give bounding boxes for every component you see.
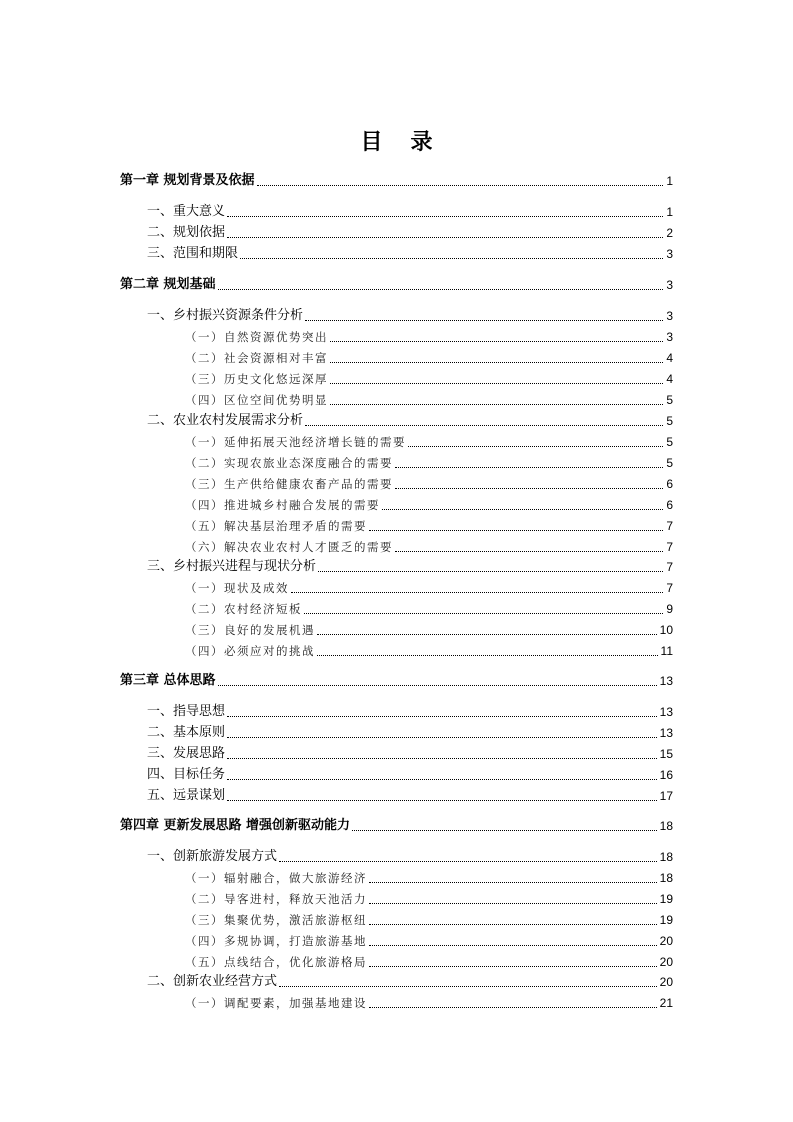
toc-subsection-entry[interactable] bbox=[185, 474, 673, 494]
toc-leader-dots bbox=[227, 779, 657, 780]
toc-page-number: 17 bbox=[659, 789, 673, 803]
toc-leader-dots bbox=[218, 289, 664, 290]
toc-page-number: 5 bbox=[666, 435, 673, 449]
toc-entry-title: （一）延伸拓展天池经济增长链的需要 bbox=[185, 435, 406, 449]
toc-entry-title: 第四章 更新发展思路 增强创新驱动能力 bbox=[120, 818, 351, 833]
toc-leader-dots bbox=[352, 830, 657, 831]
toc-subsection-entry[interactable] bbox=[185, 537, 673, 557]
toc-leader-dots bbox=[227, 216, 663, 217]
toc-entry-title: 三、范围和期限 bbox=[147, 246, 239, 261]
toc-leader-dots bbox=[240, 258, 663, 259]
toc-section-entry[interactable] bbox=[147, 202, 673, 222]
toc-subsection-entry[interactable] bbox=[185, 952, 673, 972]
toc-page-number: 5 bbox=[666, 414, 673, 428]
toc-page-number: 3 bbox=[666, 278, 673, 292]
toc-subsection-entry[interactable] bbox=[185, 620, 673, 640]
toc-entry-title: 二、农业农村发展需求分析 bbox=[147, 413, 304, 428]
toc-section-entry[interactable] bbox=[147, 744, 673, 764]
toc-entry-title: 二、基本原则 bbox=[147, 725, 226, 740]
toc-entry-title: （三）历史文化悠远深厚 bbox=[185, 372, 328, 386]
toc-chapter-entry[interactable] bbox=[120, 816, 673, 836]
toc-section-entry[interactable] bbox=[147, 702, 673, 722]
toc-leader-dots bbox=[279, 986, 657, 987]
toc-leader-dots bbox=[227, 237, 663, 238]
toc-entry-title: 二、规划依据 bbox=[147, 225, 226, 240]
toc-entry-title: （四）多规协调，打造旅游基地 bbox=[185, 934, 367, 948]
toc-page-number: 16 bbox=[659, 768, 673, 782]
toc-subsection-entry[interactable] bbox=[185, 390, 673, 410]
toc-entry-title: 一、乡村振兴资源条件分析 bbox=[147, 308, 304, 323]
toc-page-number: 1 bbox=[666, 205, 673, 219]
toc-page-number: 18 bbox=[659, 871, 673, 885]
title-part-1: 目 bbox=[360, 129, 383, 155]
toc-page-number: 1 bbox=[666, 174, 673, 188]
toc-leader-dots bbox=[395, 467, 663, 468]
toc-leader-dots bbox=[218, 685, 657, 686]
toc-subsection-entry[interactable] bbox=[185, 495, 673, 515]
toc-chapter-entry[interactable] bbox=[120, 171, 673, 191]
toc-entry-title: （五）点线结合，优化旅游格局 bbox=[185, 955, 367, 969]
toc-leader-dots bbox=[369, 1007, 657, 1008]
toc-page-number: 6 bbox=[666, 477, 673, 491]
toc-leader-dots bbox=[227, 800, 657, 801]
toc-chapter-entry[interactable] bbox=[120, 671, 673, 691]
toc-leader-dots bbox=[317, 634, 657, 635]
toc-subsection-entry[interactable] bbox=[185, 453, 673, 473]
toc-page-number: 9 bbox=[666, 602, 673, 616]
toc-section-entry[interactable] bbox=[147, 244, 673, 264]
toc-entry-title: 一、创新旅游发展方式 bbox=[147, 849, 278, 864]
toc-leader-dots bbox=[395, 488, 663, 489]
toc-entry-title: （四）必须应对的挑战 bbox=[185, 644, 315, 658]
toc-page-number: 4 bbox=[666, 351, 673, 365]
toc-entry-title: （四）区位空间优势明显 bbox=[185, 393, 328, 407]
toc-page-number: 18 bbox=[659, 819, 673, 833]
toc-page-number: 5 bbox=[666, 393, 673, 407]
toc-subsection-entry[interactable] bbox=[185, 578, 673, 598]
toc-page-number: 13 bbox=[659, 726, 673, 740]
toc-section-entry[interactable] bbox=[147, 223, 673, 243]
toc-entry-title: 第三章 总体思路 bbox=[120, 673, 216, 688]
toc-entry-title: 三、发展思路 bbox=[147, 746, 226, 761]
toc-page-number: 7 bbox=[666, 519, 673, 533]
toc-page-number: 13 bbox=[659, 674, 673, 688]
toc-entry-title: （六）解决农业农村人才匮乏的需要 bbox=[185, 540, 393, 554]
toc-entry-title: 四、目标任务 bbox=[147, 767, 226, 782]
toc-leader-dots bbox=[304, 613, 663, 614]
toc-chapter-entry[interactable] bbox=[120, 275, 673, 295]
toc-leader-dots bbox=[369, 530, 663, 531]
toc-leader-dots bbox=[369, 882, 657, 883]
toc-leader-dots bbox=[318, 571, 663, 572]
toc-section-entry[interactable] bbox=[147, 411, 673, 431]
toc-entry-title: 第一章 规划背景及依据 bbox=[120, 173, 255, 188]
toc-entry-title: （三）良好的发展机遇 bbox=[185, 623, 315, 637]
toc-page-number: 18 bbox=[659, 850, 673, 864]
toc-entry-title: （二）导客进村，释放天池活力 bbox=[185, 892, 367, 906]
toc-subsection-entry[interactable] bbox=[185, 641, 673, 661]
toc-entry-title: （一）辐射融合，做大旅游经济 bbox=[185, 871, 367, 885]
toc-page-number: 3 bbox=[666, 247, 673, 261]
toc-entry-title: （三）集聚优势，激活旅游枢纽 bbox=[185, 913, 367, 927]
toc-leader-dots bbox=[382, 509, 663, 510]
toc-subsection-entry[interactable] bbox=[185, 889, 673, 909]
toc-page-number: 3 bbox=[666, 330, 673, 344]
toc-leader-dots bbox=[257, 185, 664, 186]
toc-leader-dots bbox=[369, 945, 657, 946]
toc-entry-title: 二、创新农业经营方式 bbox=[147, 974, 278, 989]
toc-leader-dots bbox=[395, 551, 663, 552]
toc-page-number: 20 bbox=[659, 955, 673, 969]
toc-subsection-entry[interactable] bbox=[185, 327, 673, 347]
toc-entry-title: 一、重大意义 bbox=[147, 204, 226, 219]
toc-section-entry[interactable] bbox=[147, 765, 673, 785]
toc-leader-dots bbox=[279, 861, 657, 862]
toc-page-number: 21 bbox=[659, 996, 673, 1010]
toc-subsection-entry[interactable] bbox=[185, 993, 673, 1013]
toc-entry-title: 五、远景谋划 bbox=[147, 788, 226, 803]
toc-section-entry[interactable] bbox=[147, 786, 673, 806]
toc-leader-dots bbox=[291, 592, 663, 593]
page-title bbox=[0, 125, 793, 156]
toc-page-number: 13 bbox=[659, 705, 673, 719]
toc-leader-dots bbox=[305, 425, 663, 426]
toc-page-number: 11 bbox=[660, 644, 673, 658]
toc-page-number: 4 bbox=[666, 372, 673, 386]
toc-entry-title: （一）自然资源优势突出 bbox=[185, 330, 328, 344]
toc-page-number: 15 bbox=[659, 747, 673, 761]
toc-leader-dots bbox=[227, 737, 657, 738]
toc-page-number: 10 bbox=[659, 623, 673, 637]
toc-subsection-entry[interactable] bbox=[185, 348, 673, 368]
toc-entry-title: （一）调配要素，加强基地建设 bbox=[185, 996, 367, 1010]
toc-leader-dots bbox=[330, 362, 663, 363]
toc-section-entry[interactable] bbox=[147, 847, 673, 867]
toc-entry-title: （二）实现农旅业态深度融合的需要 bbox=[185, 456, 393, 470]
toc-entry-title: （二）农村经济短板 bbox=[185, 602, 302, 616]
toc-leader-dots bbox=[369, 966, 657, 967]
toc-page-number: 3 bbox=[666, 309, 673, 323]
toc-page-number: 19 bbox=[659, 892, 673, 906]
toc-leader-dots bbox=[408, 446, 663, 447]
toc-page-number: 6 bbox=[666, 498, 673, 512]
toc-section-entry[interactable] bbox=[147, 972, 673, 992]
toc-subsection-entry[interactable] bbox=[185, 931, 673, 951]
toc-entry-title: （二）社会资源相对丰富 bbox=[185, 351, 328, 365]
toc-entry-title: （四）推进城乡村融合发展的需要 bbox=[185, 498, 380, 512]
toc-page-number: 20 bbox=[659, 934, 673, 948]
toc-leader-dots bbox=[369, 903, 657, 904]
toc-subsection-entry[interactable] bbox=[185, 516, 673, 536]
toc-entry-title: （三）生产供给健康农畜产品的需要 bbox=[185, 477, 393, 491]
toc-page-number: 7 bbox=[666, 581, 673, 595]
toc-subsection-entry[interactable] bbox=[185, 910, 673, 930]
toc-entry-title: （五）解决基层治理矛盾的需要 bbox=[185, 519, 367, 533]
toc-page-number: 5 bbox=[666, 456, 673, 470]
toc-page-number: 20 bbox=[659, 975, 673, 989]
toc-page-number: 7 bbox=[666, 540, 673, 554]
title-part-2: 录 bbox=[410, 129, 433, 155]
toc-page-number: 19 bbox=[659, 913, 673, 927]
toc-leader-dots bbox=[227, 758, 657, 759]
toc-leader-dots bbox=[317, 655, 658, 656]
toc-section-entry[interactable] bbox=[147, 306, 673, 326]
toc-subsection-entry[interactable] bbox=[185, 868, 673, 888]
toc-leader-dots bbox=[305, 320, 663, 321]
toc-entry-title: 第二章 规划基础 bbox=[120, 277, 216, 292]
toc-page-number: 7 bbox=[666, 560, 673, 574]
toc-section-entry[interactable] bbox=[147, 557, 673, 577]
toc-entry-title: （一）现状及成效 bbox=[185, 581, 289, 595]
toc-leader-dots bbox=[330, 383, 663, 384]
toc-section-entry[interactable] bbox=[147, 723, 673, 743]
toc-subsection-entry[interactable] bbox=[185, 432, 673, 452]
toc-subsection-entry[interactable] bbox=[185, 369, 673, 389]
toc-leader-dots bbox=[369, 924, 657, 925]
toc-leader-dots bbox=[330, 341, 663, 342]
toc-leader-dots bbox=[227, 716, 657, 717]
toc-entry-title: 一、指导思想 bbox=[147, 704, 226, 719]
toc-leader-dots bbox=[330, 404, 663, 405]
toc-page-number: 2 bbox=[666, 226, 673, 240]
toc-entry-title: 三、乡村振兴进程与现状分析 bbox=[147, 559, 317, 574]
toc-subsection-entry[interactable] bbox=[185, 599, 673, 619]
